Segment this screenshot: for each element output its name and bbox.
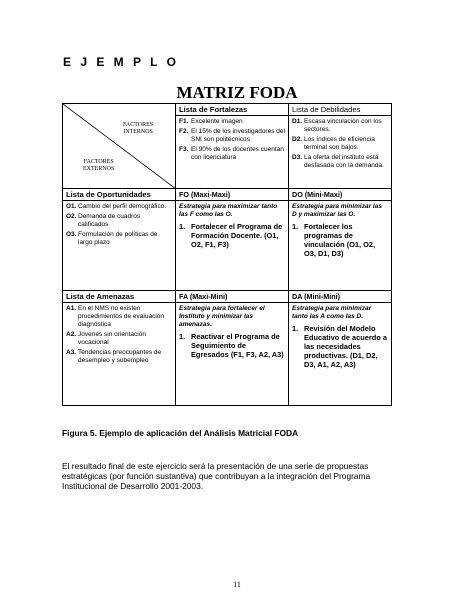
da-strategy: 1. Revisión del Modelo Educativo de acuerdo a las necesidades productivas. (D1, D2, D3, A1, A2, A3): [292, 324, 387, 369]
opportunities-header: Lista de Oportunidades: [63, 189, 175, 201]
opportunities-cell: [63, 189, 176, 291]
do-description: Estrategia para minimizar las D y maximizar las O.: [292, 203, 382, 218]
body-paragraph: El resultado final de este ejercicio será la presentación de una serie de propuestas estratégicas (por función sustantiva) que contribuyan a la integración del Programa Institucional de Desarrollo 2001-2003.: [62, 461, 371, 491]
internal-factors-line-1: FACTORES: [123, 122, 154, 128]
list-item: O3. Formulación de políticas de largo plazo: [66, 231, 158, 246]
list-item: O1. Cambio del perfil demográfico.: [66, 203, 167, 210]
da-strategy-cell: [289, 291, 392, 406]
do-strategy-cell: [289, 189, 392, 291]
weaknesses-header: Lista de Debilidades: [289, 104, 391, 116]
fo-strategy: 1. Fortalecer el Programa de Formación Docente. (O1, O2, F1, F3): [179, 222, 283, 249]
fa-strategy-cell: [176, 291, 289, 406]
da-description: Estrategia para minimizar tanto las A como las D.: [292, 305, 372, 320]
weaknesses-cell: [289, 104, 392, 189]
list-item: O2. Demanda de cuadros calificados: [66, 213, 141, 228]
list-item: D3. La oferta del instituto está desfasada con la demanda.: [292, 154, 384, 169]
list-item: A1. En el NMS no existen procedimientos de evaluación diagnóstica: [66, 305, 164, 328]
list-item: A3. Tendencias preocupantes de desempleo y subempleo: [66, 349, 162, 364]
external-factors-label: [83, 159, 114, 173]
corner-cell: [63, 104, 176, 189]
fo-description: Estrategia para maximizar tanto las F como las O.: [179, 203, 278, 218]
external-factors-line-1: FACTORES: [83, 159, 114, 165]
internal-factors-line-2: INTERNOS: [123, 129, 153, 135]
strengths-cell: [176, 104, 289, 189]
threats-header: Lista de Amenazas: [63, 291, 175, 303]
da-header: DA (Mini-Mini): [289, 291, 391, 303]
fa-header: FA (Maxi-Mini): [176, 291, 288, 303]
list-item: D1. Escasa vinculación con los sectores.: [292, 118, 382, 133]
list-item: A2. Jóvenes sin orientación vocacional: [66, 331, 146, 346]
external-factors-line-2: EXTERNOS: [83, 166, 115, 172]
list-item: D2. Los índices de eficiencia terminal son bajos.: [292, 136, 375, 151]
do-strategy: 1. Fortalecer los programas de vinculación (O1, O2, O3, D1, D3): [292, 222, 376, 258]
diagonal-divider: [63, 104, 176, 189]
foda-matrix-table: [62, 103, 392, 406]
figure-caption: Figura 5. Ejemplo de aplicación del Análisis Matricial FODA: [62, 428, 299, 438]
list-item: F3. El 90% de los docentes cuentan con licenciatura: [179, 146, 284, 161]
threats-cell: [63, 291, 176, 406]
section-heading: E J E M P L O: [63, 55, 179, 69]
list-item: F2. El 15% de los investigadores del SNI son politécnicos: [179, 128, 285, 143]
fo-strategy-cell: [176, 189, 289, 291]
matrix-title: MATRIZ FODA: [176, 83, 298, 102]
internal-factors-label: [123, 122, 153, 136]
list-item: F1. Excelente imagen: [179, 118, 243, 125]
do-header: DO (Mini-Maxi): [289, 189, 391, 201]
fa-description: Estrategia para fortalecer el Instituto y minimizar las amenazas.: [179, 305, 265, 328]
strengths-header: Lista de Fortalezas: [176, 104, 288, 116]
page-number: 11: [233, 580, 241, 589]
fo-header: FO (Maxi-Maxi): [176, 189, 288, 201]
fa-strategy: 1. Reactivar el Programa de Seguimiento de Egresados (F1, F3, A2, A3): [179, 332, 284, 359]
